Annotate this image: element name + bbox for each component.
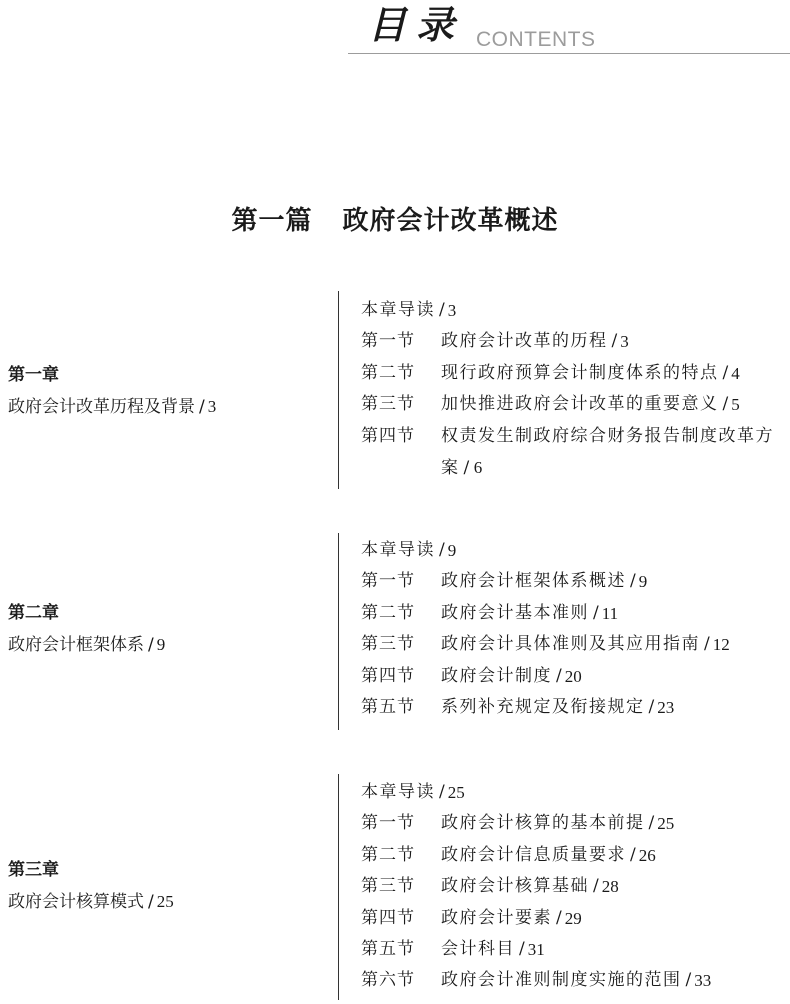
entry-page: 31 (527, 940, 545, 960)
entry-page: 6 (473, 458, 484, 478)
chapter-page: 25 (156, 892, 174, 911)
entry-page: 4 (731, 363, 740, 383)
entry-page: 5 (731, 395, 740, 415)
entry-page: 20 (564, 666, 582, 686)
entry-title: 政府会计信息质量要求 (441, 844, 626, 865)
entry-section: 第二节 (361, 602, 415, 623)
entry-section: 第五节 (361, 697, 415, 718)
toc-entry[interactable]: 第二节 政府会计基本准则 / 11 (361, 598, 786, 629)
entry-section: 第二节 (361, 844, 415, 865)
contents-title: 目录 (368, 3, 465, 47)
chapter-page: 9 (156, 635, 166, 654)
entry-title: 政府会计准则制度实施的范围 (441, 970, 682, 991)
part-label: 第一篇 (231, 206, 313, 236)
toc-entry[interactable]: 本章导读 / 9 (361, 535, 786, 566)
entry-section: 第一节 (361, 813, 415, 834)
chapter-title-line: 政府会计改革历程及背景 / 3 (8, 397, 217, 417)
entry-page: 9 (638, 572, 648, 592)
toc-entry[interactable]: 第三节 政府会计核算基础 / 28 (361, 871, 786, 902)
entry-page: 26 (638, 845, 656, 865)
entry-section: 第五节 (361, 939, 415, 960)
entry-title: 政府会计制度 (441, 665, 552, 686)
chapter-divider (338, 291, 339, 489)
entry-section: 第三节 (361, 394, 415, 415)
toc-entry[interactable] (361, 421, 786, 485)
entry-page: 25 (447, 783, 465, 802)
entry-page: 23 (657, 698, 675, 718)
entry-title: 本章导读 (361, 540, 435, 560)
chapter-page: 3 (207, 397, 217, 416)
toc-entry[interactable]: 第二节 政府会计信息质量要求 / 26 (361, 840, 786, 871)
entry-title: 会计科目 (441, 939, 515, 960)
toc-entry[interactable]: 第四节 政府会计要素 / 29 (361, 903, 786, 934)
chapter-title-line: 政府会计框架体系 / 9 (8, 635, 166, 655)
contents-subtitle: CONTENTS (476, 28, 596, 51)
entry-title: 政府会计改革的历程 (441, 331, 608, 352)
entry-page: 11 (601, 603, 619, 623)
toc-entry[interactable]: 第二节 现行政府预算会计制度体系的特点 / 4 (361, 358, 786, 389)
entry-title: 政府会计核算基础 (441, 876, 589, 897)
chapter-label: 第一章 (8, 365, 59, 385)
entry-title: 现行政府预算会计制度体系的特点 (441, 362, 719, 383)
chapter-title-line: 政府会计核算模式 / 25 (8, 892, 174, 912)
chapter-divider (338, 533, 339, 730)
entry-title: 本章导读 (361, 782, 435, 802)
entry-section: 第二节 (361, 362, 415, 383)
entry-page: 3 (447, 301, 457, 320)
entry-title: 政府会计核算的基本前提 (441, 813, 645, 834)
toc-entry[interactable]: 第一节 政府会计框架体系概述 / 9 (361, 566, 786, 597)
chapter-title: 政府会计框架体系 (8, 635, 144, 655)
entry-section: 第三节 (361, 634, 415, 655)
toc-entry[interactable]: 本章导读 / 25 (361, 777, 786, 808)
entry-title: 权责发生制政府综合财务报告制度改革方案 (441, 425, 774, 479)
chapter-divider (338, 774, 339, 1000)
toc-entry[interactable]: 第四节 政府会计制度 / 20 (361, 661, 786, 692)
entry-page: 29 (564, 908, 582, 928)
entry-title: 政府会计要素 (441, 907, 552, 928)
entry-title: 系列补充规定及衔接规定 (441, 697, 645, 718)
toc-entry[interactable]: 第一节 政府会计改革的历程 / 3 (361, 326, 786, 357)
entry-page: 33 (694, 971, 712, 991)
entry-title: 政府会计具体准则及其应用指南 (441, 634, 700, 655)
entry-title: 本章导读 (361, 300, 435, 320)
entry-page: 9 (447, 541, 457, 560)
chapter-heading[interactable] (8, 597, 165, 661)
entry-section: 第一节 (361, 571, 415, 592)
toc-entry[interactable]: 第三节 政府会计具体准则及其应用指南 / 12 (361, 629, 786, 660)
chapter-label: 第三章 (8, 860, 59, 880)
toc-entry[interactable]: 第六节 政府会计准则制度实施的范围 / 33 (361, 965, 786, 996)
entry-section: 第四节 (361, 425, 415, 446)
entry-page: 25 (657, 814, 675, 834)
chapter-entries (361, 535, 786, 723)
toc-entry[interactable]: 第五节 系列补充规定及衔接规定 / 23 (361, 692, 786, 723)
entry-title: 政府会计框架体系概述 (441, 571, 626, 592)
chapter-heading[interactable] (8, 854, 174, 918)
entry-title-wrapped: 权责发生制政府综合财务报告制度改革方案 / 6 (441, 425, 774, 479)
part-title: 政府会计改革概述 (342, 206, 559, 236)
entry-section: 第四节 (361, 665, 415, 686)
chapter-heading[interactable] (8, 359, 216, 423)
contents-header (348, 0, 790, 56)
chapter-label: 第二章 (8, 603, 59, 623)
entry-page: 3 (620, 332, 629, 352)
toc-entry[interactable]: 第五节 会计科目 / 31 (361, 934, 786, 965)
entry-section: 第四节 (361, 907, 415, 928)
entry-section: 第一节 (361, 331, 415, 352)
toc-entry[interactable]: 本章导读 / 3 (361, 295, 786, 326)
entry-section: 第六节 (361, 970, 415, 991)
part-heading (0, 201, 790, 241)
toc-entry[interactable]: 第一节 政府会计核算的基本前提 / 25 (361, 808, 786, 839)
header-rule (348, 53, 790, 54)
chapter-entries (361, 295, 786, 484)
entry-page: 12 (712, 635, 730, 655)
chapter-title: 政府会计改革历程及背景 (8, 397, 195, 417)
entry-title: 政府会计基本准则 (441, 602, 589, 623)
entry-title: 加快推进政府会计改革的重要意义 (441, 394, 719, 415)
chapter-title: 政府会计核算模式 (8, 892, 144, 912)
toc-entry[interactable]: 第三节 加快推进政府会计改革的重要意义 / 5 (361, 389, 786, 420)
entry-page: 28 (601, 877, 619, 897)
chapter-entries (361, 777, 786, 997)
entry-section: 第三节 (361, 876, 415, 897)
